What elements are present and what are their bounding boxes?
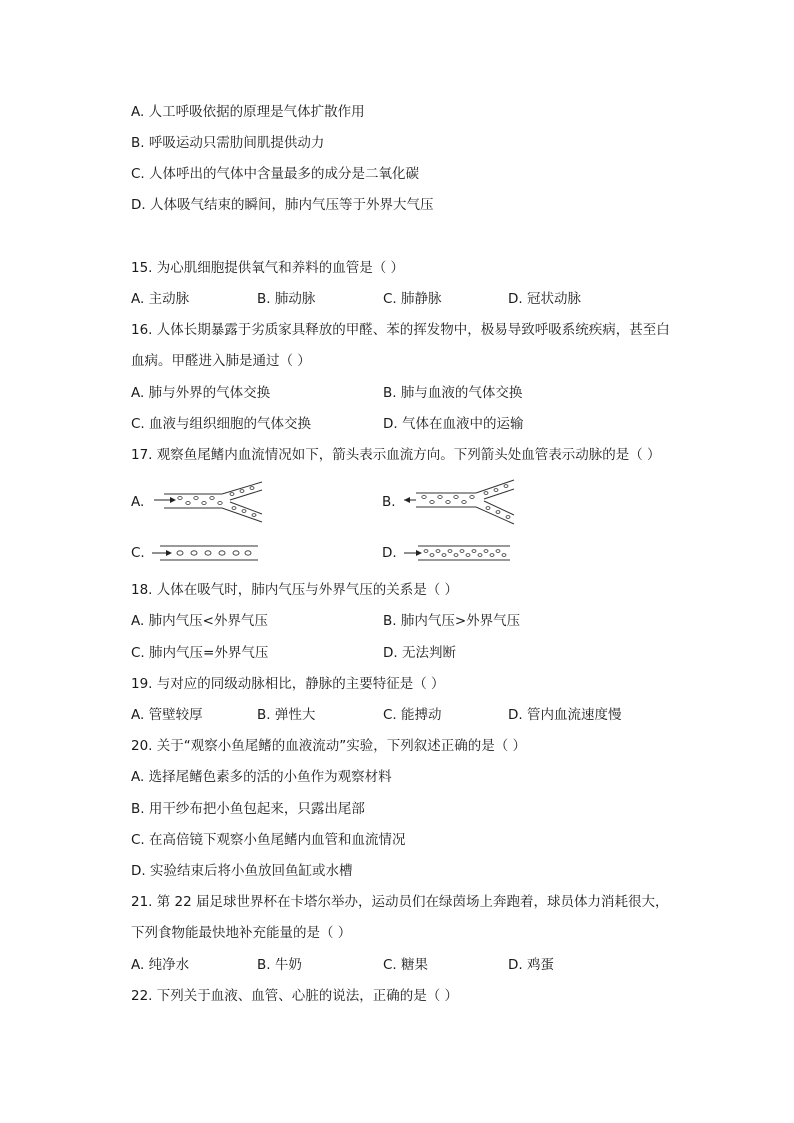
- q21-stem-line1: 21. 第 22 届足球世界杯在卡塔尔举办，运动员们在绿茵场上奔跑着，球员体力消耗很大，: [131, 894, 669, 910]
- q20-option-a: A. 选择尾鳍色素多的活的小鱼作为观察材料: [131, 769, 392, 785]
- q16-stem-line1: 16. 人体长期暴露于劣质家具释放的甲醛、苯的挥发物中，极易导致呼吸系统疾病，甚至白: [131, 322, 670, 338]
- q19-stem: 19. 与对应的同级动脉相比，静脉的主要特征是（ ）: [131, 676, 445, 692]
- q14-option-b: B. 呼吸运动只需肋间肌提供动力: [131, 135, 325, 151]
- q17-stem: 17. 观察鱼尾鳍内血流情况如下，箭头表示血流方向。下列箭头处血管表示动脉的是（ ）: [131, 447, 661, 463]
- q14-option-c: C. 人体呼出的气体中含量最多的成分是二氧化碳: [131, 166, 420, 182]
- q18-option-b: B. 肺内气压>外界气压: [383, 613, 521, 629]
- q22-stem: 22. 下列关于血液、血管、心脏的说法，正确的是（ ）: [131, 988, 459, 1004]
- q15-option-d: D. 冠状动脉: [508, 291, 581, 307]
- q17-diagram-b: [402, 478, 520, 526]
- q20-option-d: D. 实验结束后将小鱼放回鱼缸或水槽: [131, 863, 353, 879]
- q16-option-a: A. 肺与外界的气体交换: [131, 385, 271, 401]
- q17-diagram-d: [402, 542, 514, 564]
- q19-option-d: D. 管内血流速度慢: [508, 707, 622, 723]
- q14-option-d: D. 人体吸气结束的瞬间，肺内气压等于外界大气压: [131, 197, 434, 213]
- q21-stem-line2: 下列食物能最快地补充能量的是（ ）: [131, 925, 352, 941]
- q15-option-b: B. 肺动脉: [257, 291, 316, 307]
- q18-option-d: D. 无法判断: [383, 645, 456, 661]
- q21-option-c: C. 糖果: [383, 957, 429, 973]
- q15-option-a: A. 主动脉: [131, 291, 190, 307]
- q16-option-b: B. 肺与血液的气体交换: [383, 385, 523, 401]
- q17-diagram-c: [150, 542, 262, 564]
- q20-option-b: B. 用干纱布把小鱼包起来，只露出尾部: [131, 801, 365, 817]
- q19-option-a: A. 管壁较厚: [131, 707, 203, 723]
- q15-option-c: C. 肺静脉: [383, 291, 442, 307]
- q17-label-c: C.: [131, 545, 145, 561]
- q17-label-a: A.: [131, 494, 145, 510]
- q18-option-c: C. 肺内气压=外界气压: [131, 645, 269, 661]
- q21-option-b: B. 牛奶: [257, 957, 302, 973]
- q18-option-a: A. 肺内气压<外界气压: [131, 613, 268, 629]
- q17-diagram-a: [150, 480, 270, 524]
- q17-label-b: B.: [382, 494, 396, 510]
- q18-stem: 18. 人体在吸气时，肺内气压与外界气压的关系是（ ）: [131, 582, 459, 598]
- q19-option-b: B. 弹性大: [257, 707, 316, 723]
- q16-option-c: C. 血液与组织细胞的气体交换: [131, 416, 312, 432]
- q15-stem: 15. 为心肌细胞提供氧气和养料的血管是（ ）: [131, 260, 405, 276]
- q14-option-a: A. 人工呼吸依据的原理是气体扩散作用: [131, 104, 365, 120]
- q20-stem: 20. 关于“观察小鱼尾鳍的血液流动”实验，下列叙述正确的是（ ）: [131, 738, 527, 754]
- q19-option-c: C. 能搏动: [383, 707, 442, 723]
- q16-stem-line2: 血病。甲醛进入肺是通过（ ）: [131, 353, 311, 369]
- q17-label-d: D.: [382, 545, 397, 561]
- q16-option-d: D. 气体在血液中的运输: [383, 416, 524, 432]
- q21-option-d: D. 鸡蛋: [508, 957, 554, 973]
- q20-option-c: C. 在高倍镜下观察小鱼尾鳍内血管和血流情况: [131, 832, 406, 848]
- q21-option-a: A. 纯净水: [131, 957, 190, 973]
